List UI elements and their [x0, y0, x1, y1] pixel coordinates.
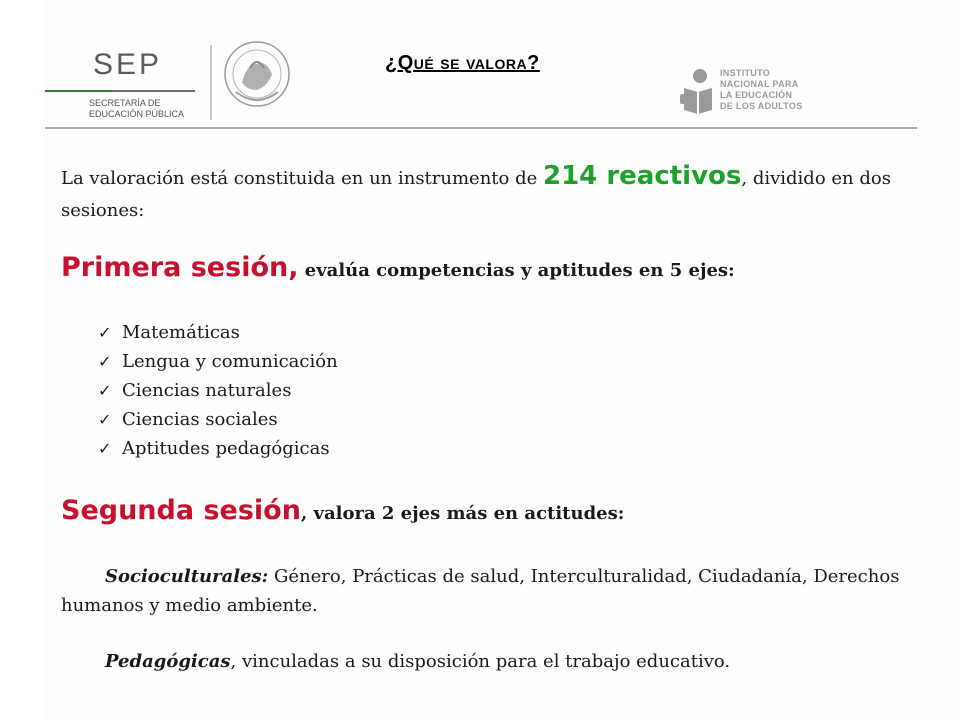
session2-heading — [61, 495, 624, 526]
sep-subtitle-line1: SECRETARÍA DE — [89, 98, 161, 108]
list-item-label: Aptitudes pedagógicas — [122, 438, 330, 459]
list-item — [98, 405, 338, 434]
pedagogicas-label: Pedagógicas — [105, 651, 231, 672]
list-item — [98, 318, 338, 347]
session1-desc: evalúa competencias y aptitudes en 5 ejes: — [298, 260, 735, 281]
intro-text-before: La valoración está constituida en un instrumento de — [61, 168, 543, 189]
session1-title: Primera sesión, — [61, 252, 299, 283]
inea-line1: INSTITUTO — [720, 68, 771, 78]
socioculturales-label: Socioculturales: — [105, 566, 269, 587]
socioculturales-text: Género, Prácticas de salud, Interculturalidad, Ciudadanía, Derechos humanos y medio ambiente. — [61, 566, 900, 616]
session2-title: Segunda sesión — [61, 495, 301, 526]
page-title: ¿Qué se valora? — [385, 52, 540, 74]
sep-logo-text: SEP — [93, 48, 163, 81]
list-item — [98, 434, 338, 463]
list-item — [98, 347, 338, 376]
session1-list — [98, 318, 338, 463]
inea-line3: LA EDUCACIÓN — [720, 90, 793, 100]
sep-logo-gray-line — [113, 90, 195, 92]
intro-paragraph — [61, 160, 901, 227]
list-item-label: Lengua y comunicación — [122, 351, 338, 372]
inea-reader-icon — [680, 68, 716, 114]
sep-subtitle-line2: EDUCACIÓN PÚBLICA — [89, 109, 185, 119]
inea-line4: DE LOS ADULTOS — [720, 101, 803, 111]
intro-highlight: 214 reactivos — [543, 161, 742, 191]
checkmark-icon: ✓ — [98, 381, 112, 400]
pedagogicas-paragraph — [61, 647, 911, 676]
inea-logo — [680, 68, 820, 118]
sep-logo — [45, 48, 195, 128]
intro-text-after: , dividido en dos sesiones: — [61, 168, 891, 221]
inea-line2: NACIONAL PARA — [720, 79, 799, 89]
inea-logo-text — [720, 68, 803, 112]
socioculturales-paragraph — [61, 562, 911, 620]
mexico-seal-icon — [222, 34, 292, 114]
checkmark-icon: ✓ — [98, 352, 112, 371]
checkmark-icon: ✓ — [98, 410, 112, 429]
list-item-label: Matemáticas — [122, 322, 240, 343]
checkmark-icon: ✓ — [98, 323, 112, 342]
logo-divider — [210, 45, 212, 120]
header-rule — [45, 127, 917, 129]
sep-logo-green-line — [45, 90, 113, 92]
checkmark-icon: ✓ — [98, 439, 112, 458]
list-item-label: Ciencias sociales — [122, 409, 278, 430]
list-item — [98, 376, 338, 405]
session2-desc: , valora 2 ejes más en actitudes: — [300, 503, 625, 524]
list-item-label: Ciencias naturales — [122, 380, 292, 401]
sep-logo-subtitle — [89, 98, 184, 120]
pedagogicas-text: , vinculadas a su disposición para el trabajo educativo. — [230, 651, 731, 672]
session1-heading — [61, 252, 735, 283]
